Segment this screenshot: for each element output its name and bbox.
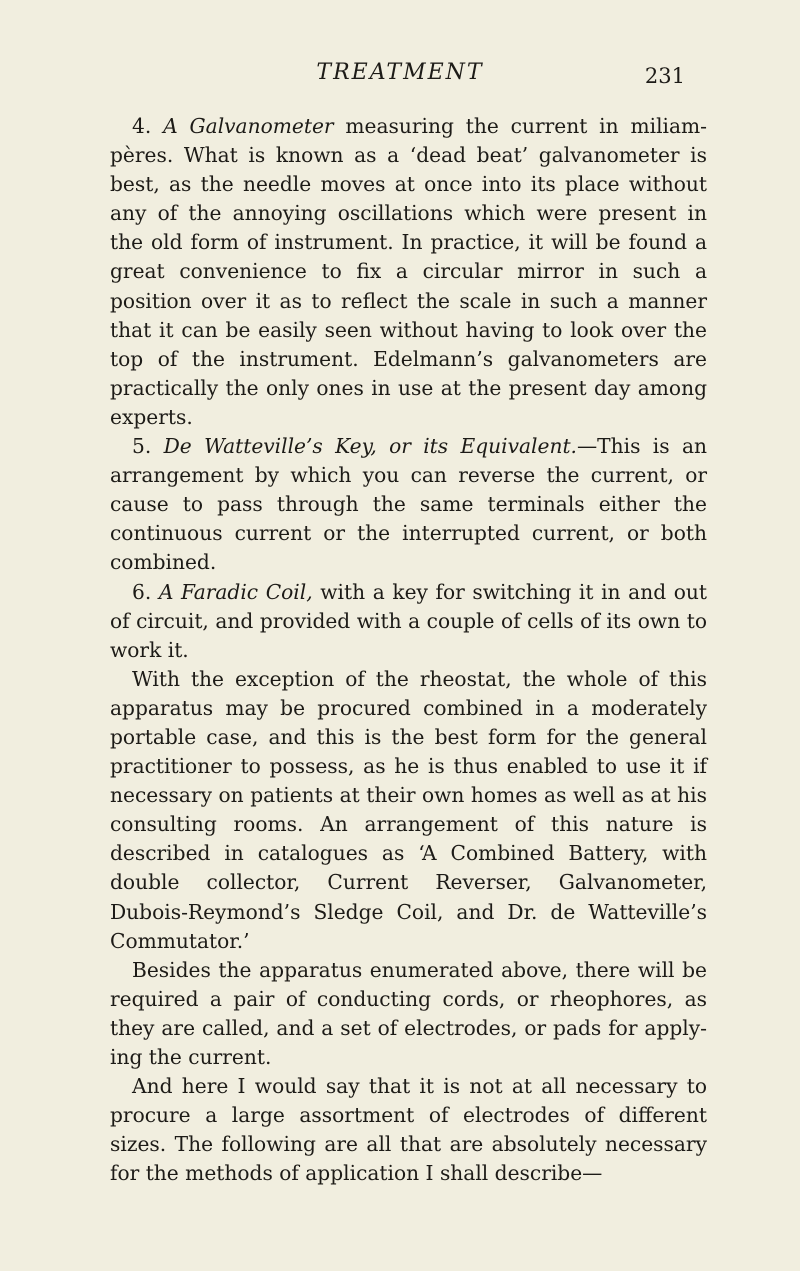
item-term: De Watteville’s Key, or its Equivalent. xyxy=(163,434,577,459)
paragraph-rheophores: Besides the apparatus enumerated above, there will be required a pair of conducting cords, or rheophores, as they are called, and a set of electrodes, or pads for applying the current. xyxy=(110,957,707,1069)
page-header xyxy=(0,60,800,100)
paragraph-faradic-coil xyxy=(110,578,707,665)
item-number: 4. xyxy=(132,114,152,138)
paragraph-text: measuring the current in miliampères. What is known as a ‘dead beat’ galvanometer is best, as the needle moves at once into its place without any of the annoying oscillations which were present in the old form of instrument. In practice, it will be found a great convenience to fix a circular mirror in such a position over it as to reflect the scale in such a manner that it can be easily seen without having to look over the top of the instrument. Edelmann’s galvanometers are practically the only ones in use at the present day among experts. xyxy=(110,114,707,429)
item-term: A Galvanometer xyxy=(163,114,334,138)
paragraph-text: with a key for switching it in and out of circuit, and provided with a couple of cells of its own to work it. xyxy=(110,579,707,662)
paragraph-galvanometer xyxy=(110,112,707,432)
body-text xyxy=(110,112,707,1188)
paragraph-electrodes: And here I would say that it is not at all necessary to procure a large assortment of electrodes of different sizes. The following are all that are absolutely necessary for the methods of application I shall describe— xyxy=(110,1074,707,1186)
running-title: TREATMENT xyxy=(316,60,484,85)
paragraph-rheostat: With the exception of the rheostat, the whole of this apparatus may be procured combined in a moderately portable case, and this is the best form for the general practitioner to possess, as he is thus enabled to use it if necessary on patients at their own homes as well as at his consulting rooms. An arrangement of this nature is described in catalogues as ‘A Combined Battery, with double collector, Current Reverser, Galvanometer, Dubois-Reymond’s Sledge Coil, and Dr. de Watteville’s Commutator.’ xyxy=(110,666,707,953)
item-term: A Faradic Coil, xyxy=(158,579,313,604)
page-number: 231 xyxy=(644,64,685,88)
item-number: 6. xyxy=(132,579,152,604)
item-number: 5. xyxy=(132,434,152,459)
paragraph-text: —This is an arrangement by which you can reverse the current, or cause to pass through the same terminals either the continuous current or the interrupted current, or both combined. xyxy=(110,434,707,575)
paragraph-key xyxy=(110,432,707,577)
